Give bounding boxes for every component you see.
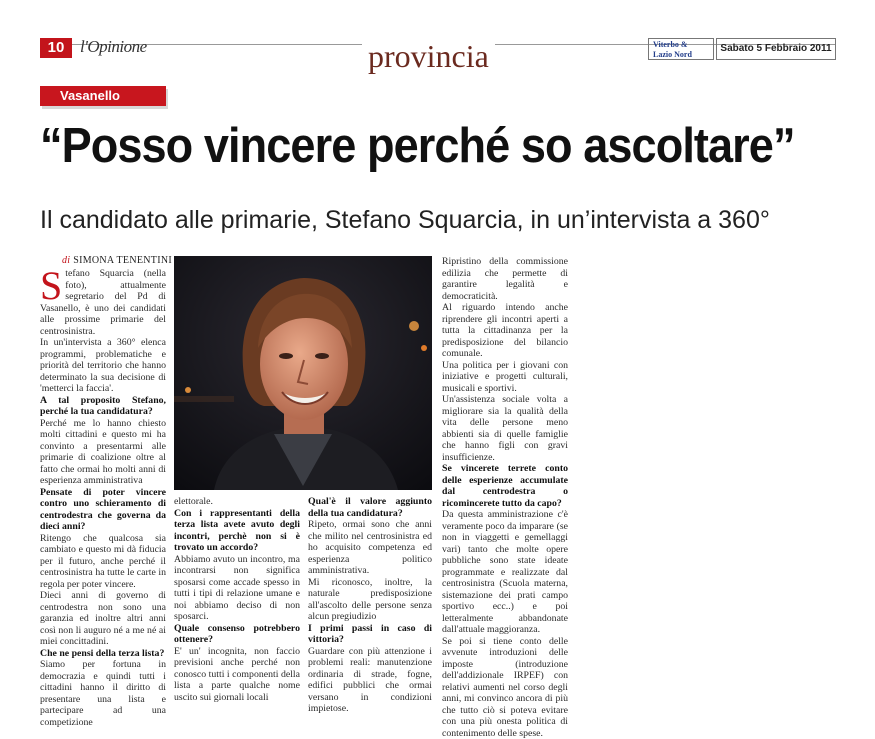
page-number: 10 (40, 38, 72, 58)
interview-question: Se vincerete terrete conto delle esperienze accumulate dal centrodestra o ricomincerete tutto da capo? (442, 463, 568, 509)
subheadline: Il candidato alle primarie, Stefano Squarcia, in un’intervista a 360° (40, 206, 770, 235)
article-column-3 (308, 496, 432, 715)
interview-question: I primi passi in caso di vittoria? (308, 623, 432, 646)
interview-question: Con i rappresentanti della terza lista avete avuto degli incontri, perchè non si è trovato un accordo? (174, 508, 300, 554)
interview-answer: Guardare con più attenzione i problemi reali: manutenzione ordinaria di strade, fogne, edifici pubblici che ormai versano in condizioni impietose. (308, 646, 432, 715)
paragraph: Un'assistenza sociale volta a migliorare sia la qualità della vita delle persone meno abbienti sia di quelle famiglie che hanno figli con gravi insufficienze. (442, 394, 568, 463)
interview-answer: Mi riconosco, inoltre, la naturale predisposizione all'ascolto delle persone senza alcun pregiudizio (308, 577, 432, 623)
interview-answer: Se poi si tiene conto delle avvenute introduzioni delle imposte (introduzione dell'addizionale IRPEF) con relativi aumenti nel corso degli anni, mi convinco ancora di più che tutto ciò si poteva evitare con una più onesta politica di contenimento delle spese. (442, 636, 568, 739)
interview-answer: Ritengo che qualcosa sia cambiato e questo mi dà fiducia per il futuro, anche perché il centrosinistra ha tutte le carte in regola per poter vincere. (40, 533, 166, 591)
intro-text: tefano Squarcia (nella foto), attualmente segretario del Pd di Vasanello, è uno dei candidati alle prossime primarie del centrosinistra. (40, 268, 166, 337)
interview-answer: Dieci anni di governo di centrodestra non sono una garanzia ed inoltre altri anni così non li auguro né a me né ai miei concittadini. (40, 590, 166, 648)
portrait-photo (174, 256, 432, 490)
headline: “Posso vincere perché so ascoltare” (40, 118, 795, 174)
byline-author: SIMONA TENENTINI (73, 255, 172, 266)
edition-line-2: Lazio Nord (649, 49, 713, 59)
interview-answer: Siamo per fortuna in democrazia e quindi tutti i cittadini hanno il diritto di presentare una lista e partecipare ad una competizione (40, 659, 166, 728)
paragraph: Al riguardo intendo anche riprendere gli incontri aperti a tutta la cittadinanza per la predisposizione del bilancio comunale. (442, 302, 568, 360)
interview-question: Che ne pensi della terza lista? (40, 648, 166, 660)
paragraph: elettorale. (174, 496, 300, 508)
interview-answer: E' un' incognita, non faccio previsioni anche perché non conosco tutti i componenti della lista a parte qualche nome uscito sui giornali locali (174, 646, 300, 704)
interview-answer: Perché me lo hanno chiesto molti cittadini e questo mi ha convinto a presentarmi alle primarie di coalizione oltre al fatto che ormai ho molti anni di esperienza amministrativa (40, 418, 166, 487)
interview-answer: Abbiamo avuto un incontro, ma incontrarsi non significa sposarsi come accade spesso in tutti i tipi di relazione umane e noi abbiamo deciso di non sposarci. (174, 554, 300, 623)
portrait-illustration (174, 256, 432, 490)
interview-question: Qual'è il valore aggiunto della tua candidatura? (308, 496, 432, 519)
interview-question: Pensate di poter vincere contro uno schieramento di centrodestra che governa da dieci anni? (40, 487, 166, 533)
newspaper-logo: l'Opinione (80, 37, 147, 57)
byline (62, 255, 172, 266)
byline-prefix: di (62, 255, 70, 266)
section-title: provincia (362, 38, 495, 75)
paragraph: Una politica per i giovani con iniziative e progetti culturali, musicali e sportivi. (442, 360, 568, 395)
edition-box (648, 38, 714, 60)
interview-answer: Ripeto, ormai sono che anni che milito nel centrosinistra ed ho acquisito competenza ed esperienza politico amministrativa. (308, 519, 432, 577)
article-column-1 (40, 268, 166, 728)
article-column-2 (174, 496, 300, 703)
paragraph: Ripristino della commissione edilizia che permette di garantire legalità e democraticità. (442, 256, 568, 302)
paragraph: In un'intervista a 360° elenca programmi, problematiche e priorità del territorio che hanno determinato la sua decisione di 'metterci la faccia'. (40, 337, 166, 395)
article-column-4 (442, 256, 568, 739)
interview-answer: Da questa amministrazione c'è veramente poco da imparare (se non in viaggetti e gemellaggi vari) tanto che molte opere pubbliche sono state ideate programmate e realizzate dal centrosinistra (Scuola materna, sistemazione dei prati campo sportivo ecc..) e poi letteralmente abbandonate dall'attuale maggioranza. (442, 509, 568, 636)
kicker-label: Vasanello (40, 86, 166, 106)
edition-line-1: Viterbo & (649, 39, 713, 49)
interview-question: A tal proposito Stefano, perché la tua candidatura? (40, 395, 166, 418)
drop-cap: S (40, 270, 62, 302)
issue-date: Sabato 5 Febbraio 2011 (716, 38, 836, 60)
interview-question: Quale consenso potrebbero ottenere? (174, 623, 300, 646)
